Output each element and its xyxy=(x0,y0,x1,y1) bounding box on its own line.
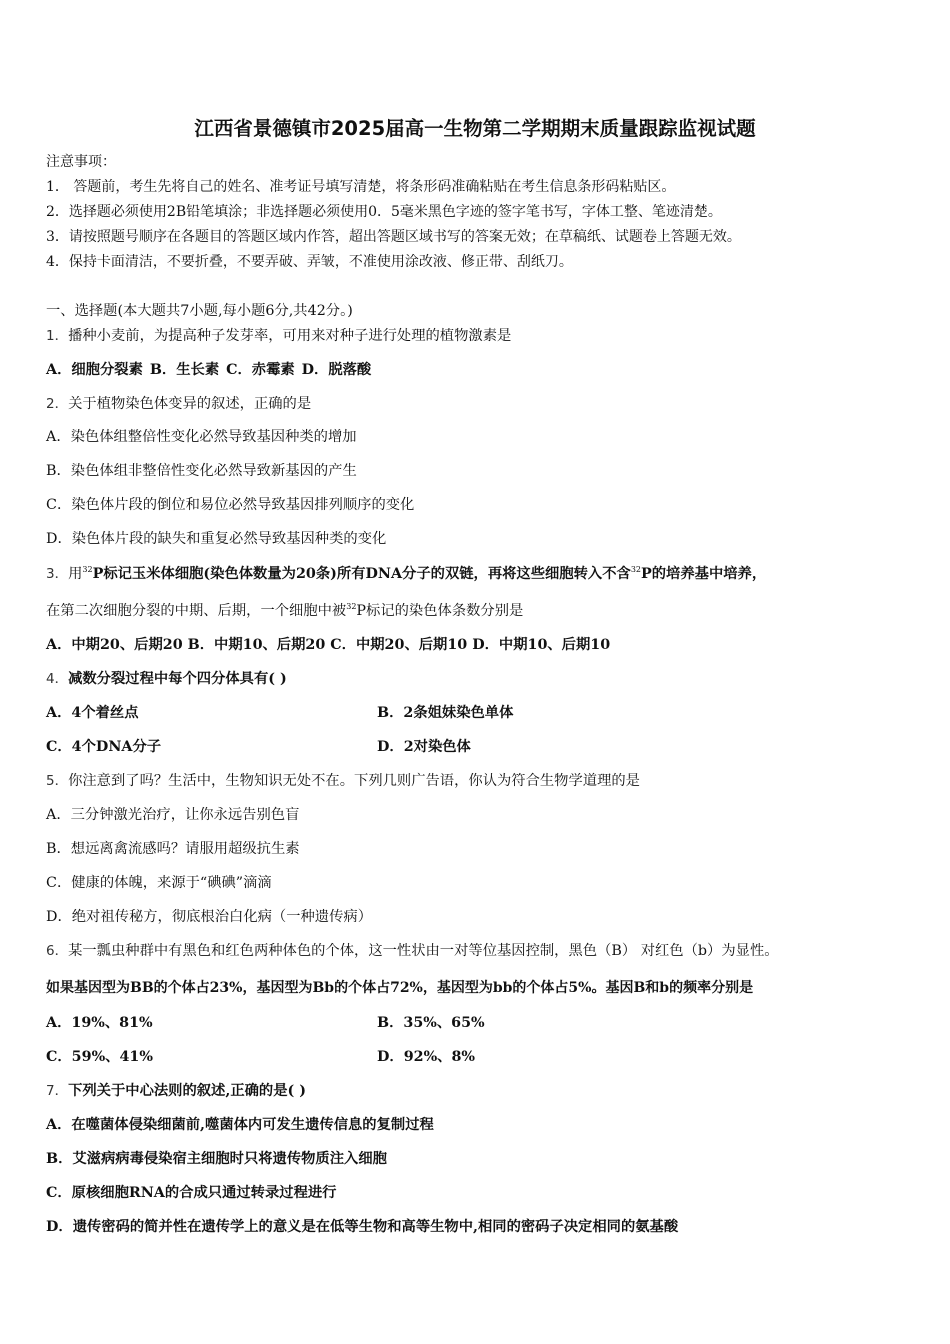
question-stem: 你注意到了吗？生活中，生物知识无处不在。下列几则广告语，你认为符合生物学道理的是 xyxy=(68,773,640,789)
q2-option-c: C．染色体片段的倒位和易位必然导致基因排列顺序的变化 xyxy=(46,497,415,513)
superscript: 32 xyxy=(346,602,357,611)
q6-option-b: B．35%、65% xyxy=(377,1015,485,1031)
question-stem: 播种小麦前，为提高种子发芽率，可用来对种子进行处理的植物激素是 xyxy=(68,328,512,344)
q4-option-c: C．4个DNA分子 xyxy=(46,739,162,755)
q4-option-a: A．4个着丝点 xyxy=(46,705,139,721)
q2-option-a: A．染色体组整倍性变化必然导致基因种类的增加 xyxy=(46,429,357,445)
question-4 xyxy=(46,669,287,689)
question-stem: 关于植物染色体变异的叙述，正确的是 xyxy=(68,396,312,412)
notes-heading: 注意事项： xyxy=(46,154,116,170)
q2-option-d: D．染色体片段的缺失和重复必然导致基因种类的变化 xyxy=(46,531,387,547)
question-number: 2． xyxy=(46,396,69,412)
question-2 xyxy=(46,394,311,414)
note-item: 3．请按照题号顺序在各题目的答题区域内作答，超出答题区域书写的答案无效；在草稿纸、试题卷上答题无效。 xyxy=(46,229,741,245)
question-stem: 减数分裂过程中每个四分体具有( ) xyxy=(68,671,287,687)
q2-option-b: B．染色体组非整倍性变化必然导致新基因的产生 xyxy=(46,463,357,479)
q5-option-d: D．绝对祖传秘方，彻底根治白化病（一种遗传病） xyxy=(46,909,372,925)
question-number: 6． xyxy=(46,943,69,959)
question-7 xyxy=(46,1081,306,1101)
section-heading: 一、选择题(本大题共7小题,每小题6分,共42分。) xyxy=(46,303,353,319)
q7-option-b: B．艾滋病病毒侵染宿主细胞时只将遗传物质注入细胞 xyxy=(46,1151,387,1167)
question-6-cont: 如果基因型为BB的个体占23%，基因型为Bb的个体占72%，基因型为bb的个体占5%。基因B和b的频率分别是 xyxy=(46,980,754,996)
q5-option-a: A．三分钟激光治疗，让你永远告别色盲 xyxy=(46,807,300,823)
question-stem: 某一瓢虫种群中有黑色和红色两种体色的个体，这一性状由一对等位基因控制，黑色（B） 对红色（b）为显性。 xyxy=(68,943,779,959)
q6-option-a: A．19%、81% xyxy=(46,1015,153,1031)
q4-option-b: B．2条姐妹染色单体 xyxy=(377,705,514,721)
question-number: 5． xyxy=(46,773,69,789)
note-item: 1． 答题前，考生先将自己的姓名、准考证号填写清楚，将条形码准确粘贴在考生信息条形码粘贴区。 xyxy=(46,179,676,195)
q7-option-d: D．遗传密码的简并性在遗传学上的意义是在低等生物和高等生物中,相同的密码子决定相同的氨基酸 xyxy=(46,1219,679,1235)
question-3-cont xyxy=(46,601,523,621)
q7-option-c: C．原核细胞RNA的合成只通过转录过程进行 xyxy=(46,1185,337,1201)
q5-option-c: C．健康的体魄，来源于“碘碘”滴滴 xyxy=(46,875,272,891)
question-stem: 用 xyxy=(68,566,83,582)
question-number: 7． xyxy=(46,1083,69,1099)
question-6 xyxy=(46,941,779,961)
question-number: 3． xyxy=(46,566,69,582)
superscript: 32 xyxy=(82,565,93,574)
question-3 xyxy=(46,564,766,584)
q3-options: A．中期20、后期20 B．中期10、后期20 C．中期20、后期10 D．中期10、后期10 xyxy=(46,637,611,653)
question-stem: 在第二次细胞分裂的中期、后期，一个细胞中被 xyxy=(46,603,347,619)
question-stem: P标记玉米体细胞(染色体数量为20条)所有DNA分子的双链，再将这些细胞转入不含 xyxy=(92,566,631,582)
q1-options: A．细胞分裂素 B．生长素 C．赤霉素 D．脱落酸 xyxy=(46,362,372,378)
q7-option-a: A．在噬菌体侵染细菌前,噬菌体内可发生遗传信息的复制过程 xyxy=(46,1117,434,1133)
question-5 xyxy=(46,771,640,791)
question-number: 4． xyxy=(46,671,69,687)
superscript: 32 xyxy=(630,565,641,574)
question-stem: P的培养基中培养， xyxy=(641,566,767,582)
note-item: 4．保持卡面清洁，不要折叠，不要弄破、弄皱，不准使用涂改液、修正带、刮纸刀。 xyxy=(46,254,573,270)
question-number: 1． xyxy=(46,328,69,344)
q5-option-b: B．想远离禽流感吗？请服用超级抗生素 xyxy=(46,841,300,857)
q4-option-d: D．2对染色体 xyxy=(377,739,471,755)
note-item: 2．选择题必须使用2B铅笔填涂；非选择题必须使用0．5毫米黑色字迹的签字笔书写，字体工整、笔迹清楚。 xyxy=(46,204,722,220)
exam-title: 江西省景德镇市2025届高一生物第二学期期末质量跟踪监视试题 xyxy=(194,117,756,140)
question-stem: P标记的染色体条数分别是 xyxy=(356,603,524,619)
q6-option-d: D．92%、8% xyxy=(377,1049,476,1065)
q6-option-c: C．59%、41% xyxy=(46,1049,153,1065)
question-stem: 下列关于中心法则的叙述,正确的是( ) xyxy=(68,1083,307,1099)
question-1 xyxy=(46,326,511,346)
